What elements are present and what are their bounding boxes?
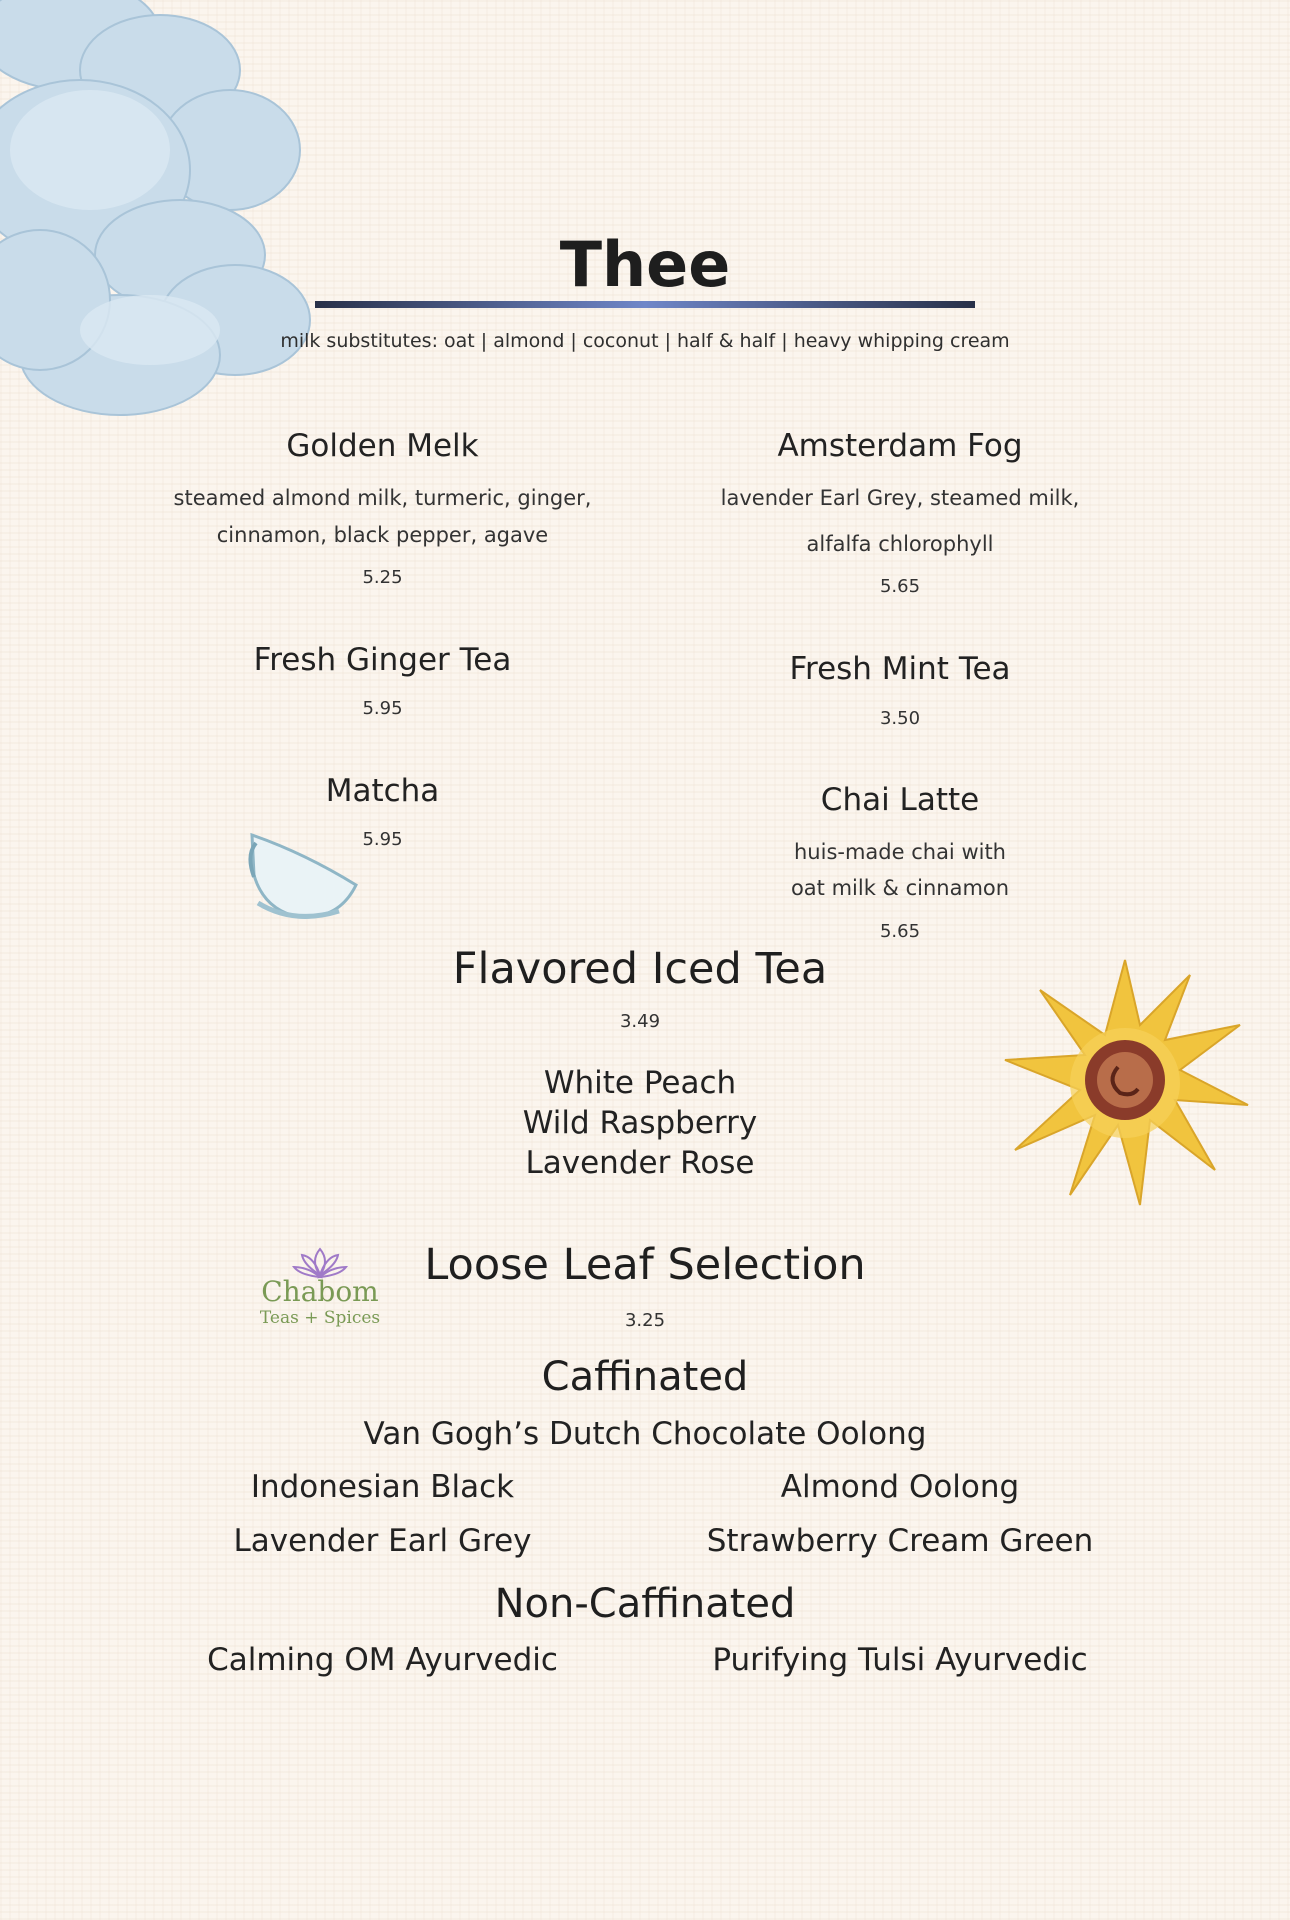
leaf-strawberry-cream-green: Strawberry Cream Green (706, 1523, 1094, 1559)
loose-leaf-title: Loose Leaf Selection (424, 1240, 866, 1290)
iced-tea-title: Flavored Iced Tea (452, 944, 828, 994)
item-name-chai-latte: Chai Latte (820, 782, 980, 818)
item-desc-amsterdam-fog-2: alfalfa chlorophyll (806, 532, 994, 556)
leaf-almond-oolong: Almond Oolong (780, 1469, 1020, 1505)
item-name-amsterdam-fog: Amsterdam Fog (777, 428, 1023, 464)
chabom-logo-tagline: Teas + Spices (259, 1308, 381, 1328)
item-name-matcha: Matcha (325, 773, 440, 809)
iced-flavor-2: Wild Raspberry (522, 1105, 758, 1141)
caffinated-title: Caffinated (541, 1354, 749, 1400)
iced-flavor-1: White Peach (543, 1065, 737, 1101)
clouds-illustration (0, 0, 320, 450)
item-name-golden-melk: Golden Melk (286, 428, 479, 464)
item-desc-chai-latte-2: oat milk & cinnamon (790, 876, 1010, 900)
title-underline (315, 301, 975, 308)
iced-flavor-3: Lavender Rose (525, 1145, 755, 1181)
chabom-logo-name: Chabom (261, 1275, 379, 1308)
item-price-matcha: 5.95 (362, 829, 403, 850)
item-price-fresh-ginger-tea: 5.95 (362, 698, 403, 719)
item-price-chai-latte: 5.65 (879, 921, 921, 942)
item-desc-amsterdam-fog-1: lavender Earl Grey, steamed milk, (720, 486, 1080, 510)
iced-tea-price: 3.49 (619, 1011, 661, 1032)
item-price-golden-melk: 5.25 (362, 567, 403, 588)
leaf-van-gogh-oolong: Van Gogh’s Dutch Chocolate Oolong (363, 1416, 927, 1452)
leaf-purifying-tulsi: Purifying Tulsi Ayurvedic (712, 1642, 1088, 1678)
item-desc-golden-melk-1: steamed almond milk, turmeric, ginger, (173, 486, 592, 510)
leaf-calming-om: Calming OM Ayurvedic (207, 1642, 558, 1678)
item-price-amsterdam-fog: 5.65 (879, 576, 921, 597)
item-desc-golden-melk-2: cinnamon, black pepper, agave (216, 523, 549, 547)
item-desc-chai-latte-1: huis-made chai with (793, 840, 1006, 864)
page-title: Thee (559, 228, 731, 301)
item-price-fresh-mint-tea: 3.50 (879, 708, 921, 729)
item-name-fresh-ginger-tea: Fresh Ginger Tea (253, 642, 512, 678)
leaf-lavender-earl-grey: Lavender Earl Grey (233, 1523, 532, 1559)
sunflower-illustration (1000, 955, 1250, 1215)
non-caffinated-title: Non-Caffinated (494, 1581, 796, 1627)
teacup-illustration (244, 825, 364, 935)
milk-substitutes-note: milk substitutes: oat | almond | coconut | half & half | heavy whipping cream (280, 330, 1010, 352)
item-name-fresh-mint-tea: Fresh Mint Tea (789, 651, 1011, 687)
leaf-indonesian-black: Indonesian Black (250, 1469, 515, 1505)
loose-leaf-price: 3.25 (624, 1310, 666, 1331)
